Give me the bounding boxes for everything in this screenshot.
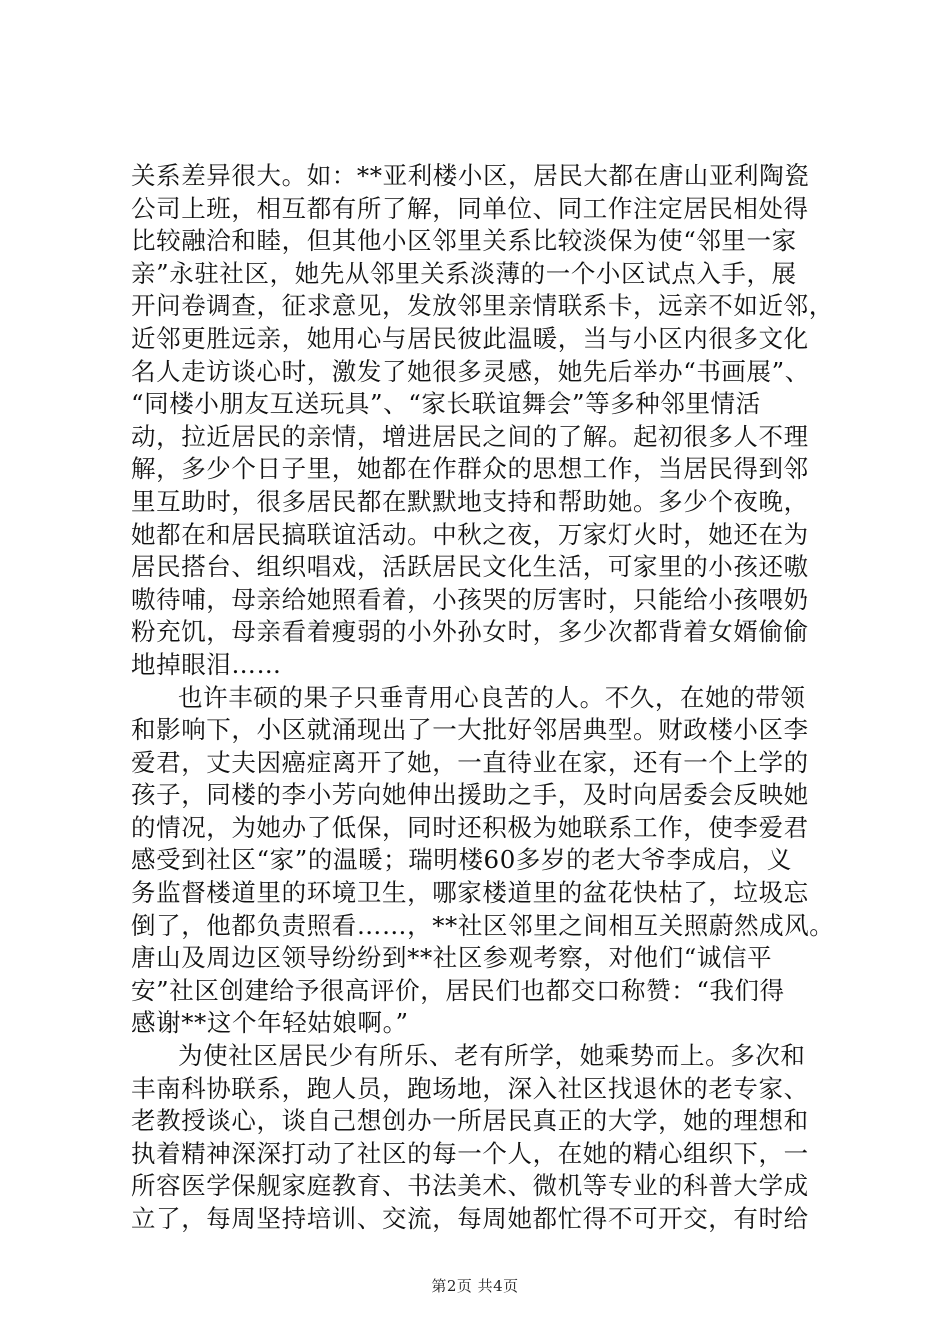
text-line: 也许丰硕的果子只垂青用心良苦的人。不久，在她的带领 — [178, 682, 806, 712]
text-line: 丰南科协联系，跑人员，跑场地，深入社区找退休的老专家、 — [131, 1073, 809, 1103]
text-line: 近邻更胜远亲，她用心与居民彼此温暖，当与小区内很多文化 — [131, 323, 809, 353]
text-line: 和影响下，小区就涌现出了一大批好邻居典型。财政楼小区李 — [131, 715, 809, 745]
document-body — [131, 160, 835, 1236]
text-line: 安”社区创建给予很高评价，居民们也都交口称赞：“我们得 — [131, 975, 785, 1005]
text-line: 亲”永驻社区，她先从邻里关系淡薄的一个小区试点入手，展 — [131, 258, 797, 288]
text-line: 感谢**这个年轻姑娘啊。” — [131, 1008, 409, 1038]
text-line: “同楼小朋友互送玩具”、“家长联谊舞会”等多种邻里情活 — [131, 389, 761, 419]
text-line: 感受到社区“家”的温暖；瑞明楼60多岁的老大爷李成启，义 — [131, 845, 793, 875]
page-footer: 第2页 共4页 — [431, 1277, 519, 1295]
text-line: 名人走访谈心时，激发了她很多灵感，她先后举办“书画展”、 — [131, 356, 810, 386]
text-line: 公司上班，相互都有所了解，同单位、同工作注定居民相处得 — [131, 193, 809, 223]
text-line: 她都在和居民搞联谊活动。中秋之夜，万家灯火时，她还在为 — [131, 519, 809, 549]
text-line: 嗷待哺，母亲给她照看着，小孩哭的厉害时，只能给小孩喂奶 — [131, 584, 809, 614]
text-line: 务监督楼道里的环境卫生，哪家楼道里的盆花快枯了，垃圾忘 — [131, 878, 809, 908]
text-line: 立了，每周坚持培训、交流，每周她都忙得不可开交，有时给 — [131, 1204, 809, 1233]
text-line: 爱君，丈夫因癌症离开了她，一直待业在家，还有一个上学的 — [131, 747, 809, 777]
text-line: 开问卷调查，征求意见，发放邻里亲情联系卡，远亲不如近邻， — [131, 291, 834, 321]
text-line: 居民搭台、组织唱戏，活跃居民文化生活，可家里的小孩还嗷 — [131, 552, 809, 582]
text-line: 所容医学保舰家庭教育、书法美术、微机等专业的科普大学成 — [131, 1171, 809, 1201]
text-line: 为使社区居民少有所乐、老有所学，她乘势而上。多次和 — [178, 1041, 806, 1071]
text-line: 粉充饥，母亲看着瘦弱的小外孙女时，多少次都背着女婿偷偷 — [131, 617, 809, 647]
text-line: 唐山及周边区领导纷纷到**社区参观考察，对他们“诚信平 — [131, 943, 773, 973]
text-line: 的情况，为她办了低保，同时还积极为她联系工作，使李爱君 — [131, 812, 809, 842]
text-line: 解，多少个日子里，她都在作群众的思想工作，当居民得到邻 — [131, 454, 809, 484]
text-line: 地掉眼泪…… — [131, 649, 282, 679]
text-line: 孩子，同楼的李小芳向她伸出援助之手，及时向居委会反映她 — [131, 780, 809, 810]
text-line: 动，拉近居民的亲情，增进居民之间的了解。起初很多人不理 — [131, 421, 809, 451]
text-line: 关系差异很大。如：**亚利楼小区，居民大都在唐山亚利陶瓷 — [131, 161, 810, 190]
text-line: 老教授谈心，谈自己想创办一所居民真正的大学，她的理想和 — [131, 1106, 809, 1136]
text-line: 倒了，他都负责照看……，**社区邻里之间相互关照蔚然成风。 — [131, 910, 835, 940]
text-line: 里互助时，很多居民都在默默地支持和帮助她。多少个夜晚， — [131, 486, 809, 516]
text-line: 执着精神深深打动了社区的每一个人，在她的精心组织下，一 — [131, 1138, 809, 1168]
text-line: 比较融洽和睦，但其他小区邻里关系比较淡保为使“邻里一家 — [131, 226, 797, 256]
